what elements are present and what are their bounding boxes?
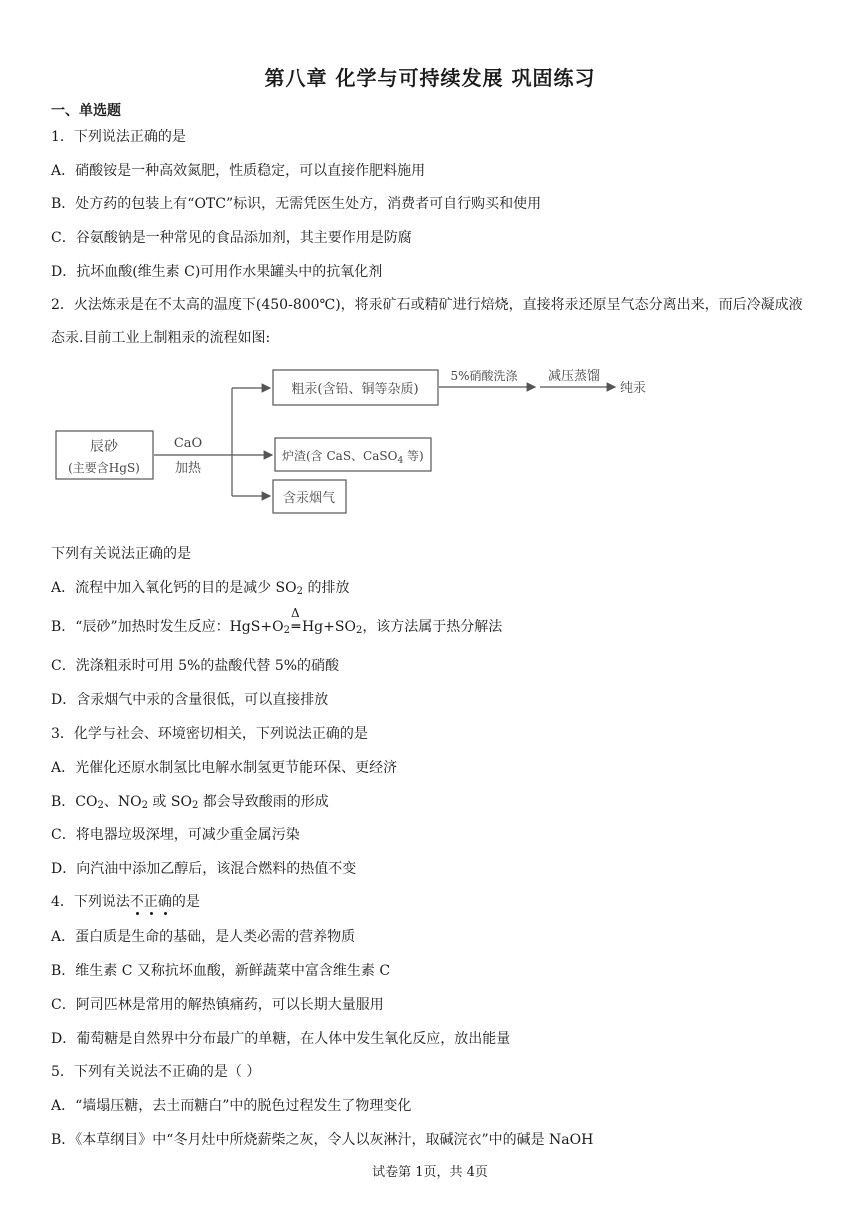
q5-option-a: A．“墙塌压糖，去土而糖白”中的脱色过程发生了物理变化 — [51, 1098, 412, 1114]
flue-gas-label: 含汞烟气 — [282, 491, 336, 506]
q3-stem: 3．化学与社会、环境密切相关，下列说法正确的是 — [51, 726, 368, 742]
q4-option-b: B．维生素 C 又称抗坏血酸，新鲜蔬菜中富含维生素 C — [51, 963, 391, 979]
q1-option-a: A．硝酸铵是一种高效氮肥，性质稳定，可以直接作肥料施用 — [51, 163, 426, 179]
slag-label: 炉渣(含 CaS、CaSO$_4$ 等) — [282, 449, 424, 466]
emphasis-char: 正 — [144, 894, 158, 910]
q1-option-c: C．谷氨酸钠是一种常见的食品添加剂，其主要作用是防腐 — [51, 230, 412, 246]
page-title: 第八章 化学与可持续发展 巩固练习 — [264, 66, 596, 90]
q4-option-d: D．葡萄糖是自然界中分布最广的单糖，在人体中发生氧化反应，放出能量 — [51, 1031, 511, 1047]
section-heading: 一、单选题 — [51, 103, 121, 119]
pure-mercury-label: 纯汞 — [620, 381, 647, 396]
q4-option-a: A．蛋白质是生命的基础，是人类必需的营养物质 — [51, 929, 356, 945]
q2-option-a: A．流程中加入氧化钙的目的是减少 $SO_2$ 的排放 — [51, 580, 350, 597]
condition-reagent: CaO — [173, 436, 203, 451]
emphasis-char: 不 — [130, 894, 144, 910]
q1-option-d: D．抗坏血酸(维生素 C)可用作水果罐头中的抗氧化剂 — [51, 264, 383, 280]
page-footer: 试卷第 1页，共 4页 — [372, 1165, 488, 1180]
q3-option-c: C．将电器垃圾深埋，可减少重金属污染 — [51, 827, 300, 843]
q5-option-b: B．《本草纲目》中“冬月灶中所烧薪柴之灰，令人以灰淋汁，取碱浣衣”中的碱是 NaOH — [51, 1132, 594, 1148]
q3-option-a: A．光催化还原水制氢比电解水制氢更节能环保、更经济 — [51, 760, 398, 776]
q2-option-c: C．洗涤粗汞时可用 5%的盐酸代替 5%的硝酸 — [51, 658, 340, 674]
distill-step-label: 减压蒸馏 — [547, 369, 601, 384]
emphasis-char: 确 — [158, 894, 172, 910]
q2-option-b: B．“辰砂”加热时发生反应：$HgS+O_2$ Δ ═ $Hg+SO_2$，该方法属于热分解法 — [51, 606, 503, 636]
condition-heat: 加热 — [174, 461, 202, 476]
source-sublabel: (主要含HgS) — [68, 461, 140, 475]
q4-option-c: C．阿司匹林是常用的解热镇痛药，可以长期大量服用 — [51, 997, 384, 1013]
q1-stem: 1．下列说法正确的是 — [51, 129, 186, 145]
q4-stem: 4．下列说法不 正 确 的是 — [51, 893, 200, 911]
mercury-flow-diagram — [50, 360, 670, 530]
heat-equals-sign: Δ ═ — [290, 606, 301, 635]
q2-stem: 2．火法炼汞是在不太高的温度下(450-800℃)，将汞矿石或精矿进行焙烧，直接将汞还原呈气态分离出来，而后冷凝成液态汞.目前工业上制粗汞的流程如图: — [51, 297, 803, 346]
wash-step-label: 5%硝酸洗涤 — [450, 369, 518, 383]
q1-option-b: B．处方药的包装上有“OTC”标识，无需凭医生处方，消费者可自行购买和使用 — [51, 196, 542, 212]
crude-mercury-label: 粗汞(含铅、铜等杂质) — [291, 382, 419, 397]
q2-lead: 下列有关说法正确的是 — [51, 546, 191, 562]
q3-option-d: D．向汽油中添加乙醇后，该混合燃料的热值不变 — [51, 861, 357, 877]
q3-option-b: B．$CO_2$、$NO_2$ 或 $SO_2$ 都会导致酸雨的形成 — [51, 794, 329, 811]
q5-stem: 5．下列有关说法不正确的是（ ） — [51, 1064, 261, 1080]
source-label: 辰砂 — [90, 439, 118, 455]
q2-option-d: D．含汞烟气中汞的含量很低，可以直接排放 — [51, 692, 329, 708]
